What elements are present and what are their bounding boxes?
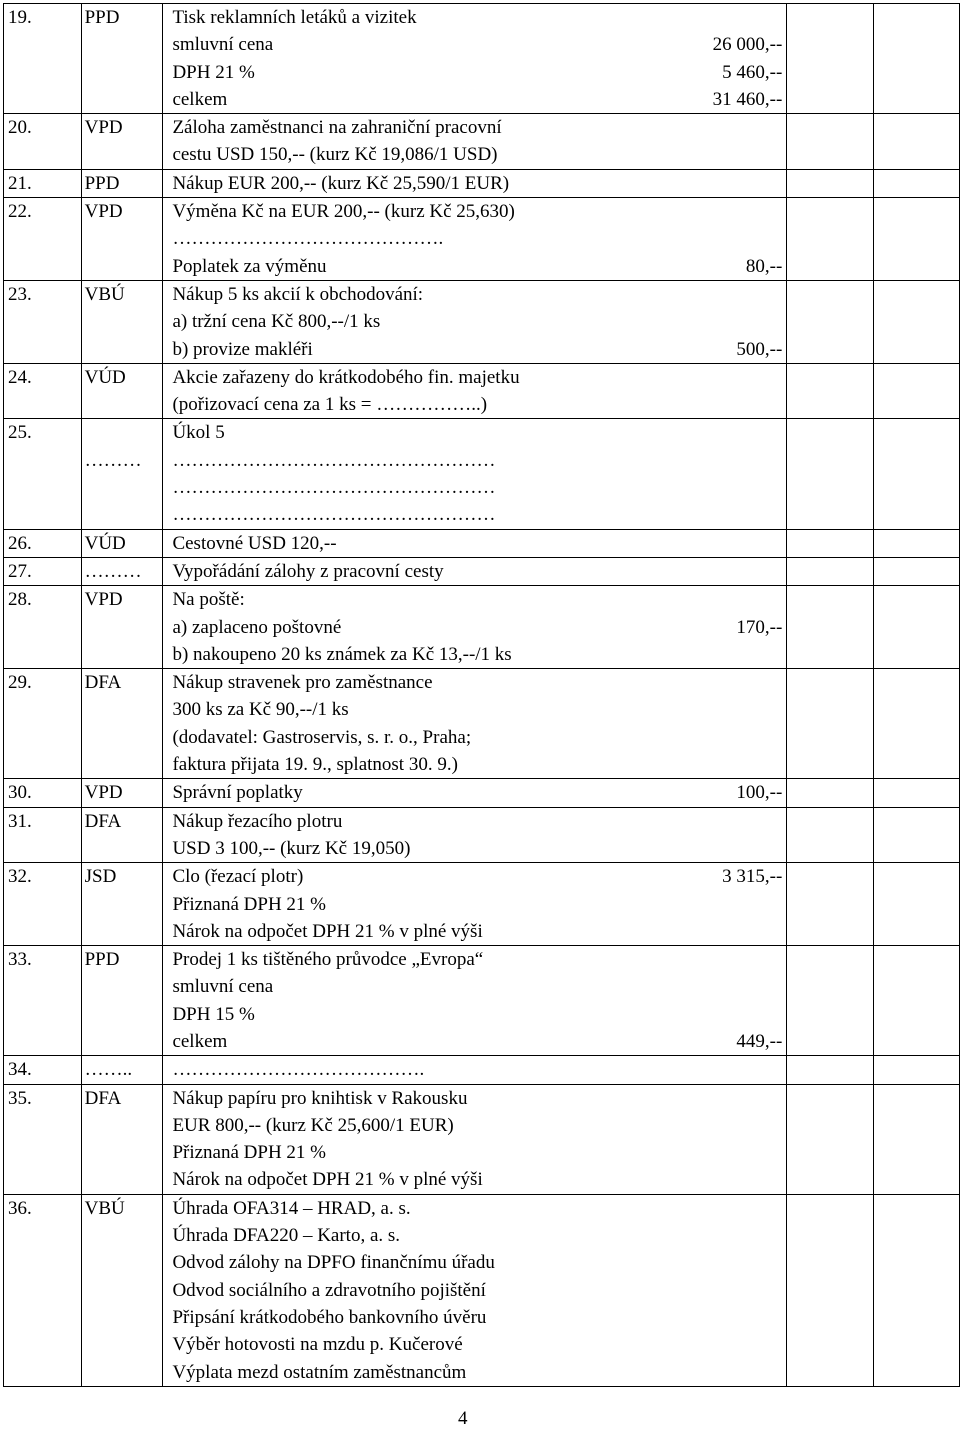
- amount-value: 5 460,--: [722, 61, 783, 83]
- account-credit-cell: [873, 1194, 959, 1386]
- description-line: ……………………………………………: [172, 477, 496, 499]
- row-number: 27.: [4, 557, 82, 585]
- table-row: [4, 557, 960, 585]
- account-credit-cell: [873, 557, 959, 585]
- page-number: 4: [458, 1408, 468, 1429]
- description-cell: [163, 529, 787, 557]
- description-line: Přiznaná DPH 21 %: [172, 1142, 326, 1164]
- amount-value: 80,--: [745, 255, 783, 277]
- account-debit-cell: [787, 280, 873, 363]
- document-type: ………: [81, 419, 163, 529]
- amount-value: 26 000,--: [712, 34, 783, 56]
- description-cell: [163, 669, 787, 779]
- account-debit-cell: [787, 807, 873, 863]
- amount-value: 31 460,--: [712, 88, 783, 110]
- table-row: [4, 1084, 960, 1194]
- account-credit-cell: [873, 419, 959, 529]
- description-line: Nákup stravenek pro zaměstnance: [172, 672, 433, 694]
- table-row: [4, 586, 960, 669]
- account-debit-cell: [787, 1084, 873, 1194]
- account-credit-cell: [873, 1056, 959, 1084]
- document-type: VPD: [81, 198, 163, 281]
- description-line: Na poště:: [172, 589, 245, 611]
- table-row: [4, 419, 960, 529]
- account-debit-cell: [787, 557, 873, 585]
- amount-value: 3 315,--: [722, 866, 783, 888]
- row-number: 34.: [4, 1056, 82, 1084]
- description-line: faktura přijata 19. 9., splatnost 30. 9.): [172, 754, 458, 776]
- description-line: Úkol 5: [172, 422, 225, 444]
- account-credit-cell: [873, 669, 959, 779]
- description-line: ……………………………………………: [172, 449, 496, 471]
- account-credit-cell: [873, 586, 959, 669]
- row-number: 31.: [4, 807, 82, 863]
- description-line: Prodej 1 ks tištěného průvodce „Evropa“: [172, 949, 484, 971]
- description-line: Akcie zařazeny do krátkodobého fin. majetku: [172, 366, 520, 388]
- description-cell: [163, 198, 787, 281]
- description-line: (pořizovací cena za 1 ks = ……………..): [172, 394, 488, 416]
- account-credit-cell: [873, 529, 959, 557]
- description-line: DPH 21 %: [172, 61, 255, 83]
- description-line: Vypořádání zálohy z pracovní cesty: [172, 560, 444, 582]
- account-credit-cell: [873, 198, 959, 281]
- description-line: Výměna Kč na EUR 200,-- (kurz Kč 25,630): [172, 201, 515, 223]
- row-number: 24.: [4, 363, 82, 419]
- table-row: [4, 863, 960, 946]
- table-row: [4, 280, 960, 363]
- account-debit-cell: [787, 1056, 873, 1084]
- description-cell: [163, 419, 787, 529]
- description-cell: [163, 1056, 787, 1084]
- table-row: [4, 4, 960, 114]
- row-number: 26.: [4, 529, 82, 557]
- account-credit-cell: [873, 863, 959, 946]
- account-credit-cell: [873, 114, 959, 170]
- account-debit-cell: [787, 4, 873, 114]
- description-line: Výplata mezd ostatním zaměstnancům: [172, 1361, 467, 1383]
- document-type: VBÚ: [81, 280, 163, 363]
- description-line: Záloha zaměstnanci na zahraniční pracovní: [172, 117, 502, 139]
- account-debit-cell: [787, 114, 873, 170]
- amount-value: 100,--: [736, 782, 783, 804]
- account-debit-cell: [787, 863, 873, 946]
- row-number: 23.: [4, 280, 82, 363]
- description-line: smluvní cena: [172, 976, 274, 998]
- document-type: DFA: [81, 1084, 163, 1194]
- description-cell: [163, 280, 787, 363]
- description-line: celkem: [172, 1030, 228, 1052]
- account-debit-cell: [787, 779, 873, 807]
- table-row: [4, 198, 960, 281]
- description-line: DPH 15 %: [172, 1003, 255, 1025]
- description-line: Nárok na odpočet DPH 21 % v plné výši: [172, 1169, 483, 1191]
- document-type: ……..: [81, 1056, 163, 1084]
- description-line: cestu USD 150,-- (kurz Kč 19,086/1 USD): [172, 144, 498, 166]
- account-debit-cell: [787, 586, 873, 669]
- description-line: Nákup papíru pro knihtisk v Rakousku: [172, 1087, 468, 1109]
- account-credit-cell: [873, 280, 959, 363]
- document-type: VBÚ: [81, 1194, 163, 1386]
- document-type: PPD: [81, 169, 163, 197]
- table-row: [4, 114, 960, 170]
- description-line: Clo (řezací plotr): [172, 866, 304, 888]
- description-cell: [163, 114, 787, 170]
- description-line: a) zaplaceno poštovné: [172, 616, 342, 638]
- account-credit-cell: [873, 1084, 959, 1194]
- table-row: [4, 529, 960, 557]
- account-credit-cell: [873, 807, 959, 863]
- description-line: Přiznaná DPH 21 %: [172, 893, 326, 915]
- row-number: 28.: [4, 586, 82, 669]
- description-line: smluvní cena: [172, 34, 274, 56]
- table-row: [4, 807, 960, 863]
- account-debit-cell: [787, 169, 873, 197]
- description-line: ………………………………….: [172, 1059, 425, 1081]
- description-line: 300 ks za Kč 90,--/1 ks: [172, 699, 349, 721]
- description-line: Nákup řezacího plotru: [172, 810, 343, 832]
- row-number: 35.: [4, 1084, 82, 1194]
- description-cell: [163, 586, 787, 669]
- document-type: ………: [81, 557, 163, 585]
- row-number: 19.: [4, 4, 82, 114]
- description-line: Odvod sociálního a zdravotního pojištění: [172, 1279, 486, 1301]
- description-line: Úhrada DFA220 – Karto, a. s.: [172, 1225, 401, 1247]
- row-number: 22.: [4, 198, 82, 281]
- description-line: b) provize makléři: [172, 338, 313, 360]
- document-type: VÚD: [81, 529, 163, 557]
- table-row: [4, 779, 960, 807]
- description-line: (dodavatel: Gastroservis, s. r. o., Praha;: [172, 726, 472, 748]
- account-credit-cell: [873, 363, 959, 419]
- ledger-table: [3, 3, 960, 1387]
- description-line: Nákup EUR 200,-- (kurz Kč 25,590/1 EUR): [172, 172, 510, 194]
- account-credit-cell: [873, 779, 959, 807]
- row-number: 29.: [4, 669, 82, 779]
- document-type: JSD: [81, 863, 163, 946]
- account-credit-cell: [873, 946, 959, 1056]
- document-type: VPD: [81, 114, 163, 170]
- description-line: celkem: [172, 88, 228, 110]
- description-line: USD 3 100,-- (kurz Kč 19,050): [172, 837, 411, 859]
- table-row: [4, 1056, 960, 1084]
- account-credit-cell: [873, 4, 959, 114]
- document-type: VPD: [81, 586, 163, 669]
- description-line: …………………………………….: [172, 228, 444, 250]
- document-type: VPD: [81, 779, 163, 807]
- row-number: 25.: [4, 419, 82, 529]
- description-cell: [163, 557, 787, 585]
- description-line: ……………………………………………: [172, 504, 496, 526]
- description-line: b) nakoupeno 20 ks známek za Kč 13,--/1 ks: [172, 643, 512, 665]
- document-type: DFA: [81, 807, 163, 863]
- account-debit-cell: [787, 669, 873, 779]
- account-debit-cell: [787, 198, 873, 281]
- description-line: Správní poplatky: [172, 782, 303, 804]
- table-row: [4, 169, 960, 197]
- document-type: VÚD: [81, 363, 163, 419]
- description-cell: [163, 4, 787, 114]
- row-number: 32.: [4, 863, 82, 946]
- amount-value: 500,--: [736, 338, 783, 360]
- amount-value: 449,--: [736, 1030, 783, 1052]
- description-line: EUR 800,-- (kurz Kč 25,600/1 EUR): [172, 1114, 454, 1136]
- description-cell: [163, 363, 787, 419]
- document-type: DFA: [81, 669, 163, 779]
- document-type: PPD: [81, 4, 163, 114]
- description-line: Výběr hotovosti na mzdu p. Kučerové: [172, 1334, 463, 1356]
- amount-value: 170,--: [736, 616, 783, 638]
- description-cell: [163, 779, 787, 807]
- description-line: Úhrada OFA314 – HRAD, a. s.: [172, 1197, 411, 1219]
- account-debit-cell: [787, 946, 873, 1056]
- description-line: Poplatek za výměnu: [172, 255, 327, 277]
- table-row: [4, 1194, 960, 1386]
- description-line: Odvod zálohy na DPFO finančnímu úřadu: [172, 1252, 495, 1274]
- row-number: 30.: [4, 779, 82, 807]
- description-cell: [163, 946, 787, 1056]
- row-number: 33.: [4, 946, 82, 1056]
- account-debit-cell: [787, 419, 873, 529]
- row-number: 21.: [4, 169, 82, 197]
- account-debit-cell: [787, 363, 873, 419]
- table-row: [4, 669, 960, 779]
- account-debit-cell: [787, 1194, 873, 1386]
- description-cell: [163, 1084, 787, 1194]
- description-line: Cestovné USD 120,--: [172, 532, 337, 554]
- account-debit-cell: [787, 529, 873, 557]
- description-cell: [163, 1194, 787, 1386]
- account-credit-cell: [873, 169, 959, 197]
- table-row: [4, 946, 960, 1056]
- description-cell: [163, 169, 787, 197]
- description-line: Nákup 5 ks akcií k obchodování:: [172, 283, 424, 305]
- description-cell: [163, 807, 787, 863]
- table-row: [4, 363, 960, 419]
- document-type: PPD: [81, 946, 163, 1056]
- description-line: Tisk reklamních letáků a vizitek: [172, 7, 417, 28]
- row-number: 36.: [4, 1194, 82, 1386]
- row-number: 20.: [4, 114, 82, 170]
- description-cell: [163, 863, 787, 946]
- description-line: a) tržní cena Kč 800,--/1 ks: [172, 311, 381, 333]
- description-line: Připsání krátkodobého bankovního úvěru: [172, 1306, 487, 1328]
- description-line: Nárok na odpočet DPH 21 % v plné výši: [172, 920, 483, 942]
